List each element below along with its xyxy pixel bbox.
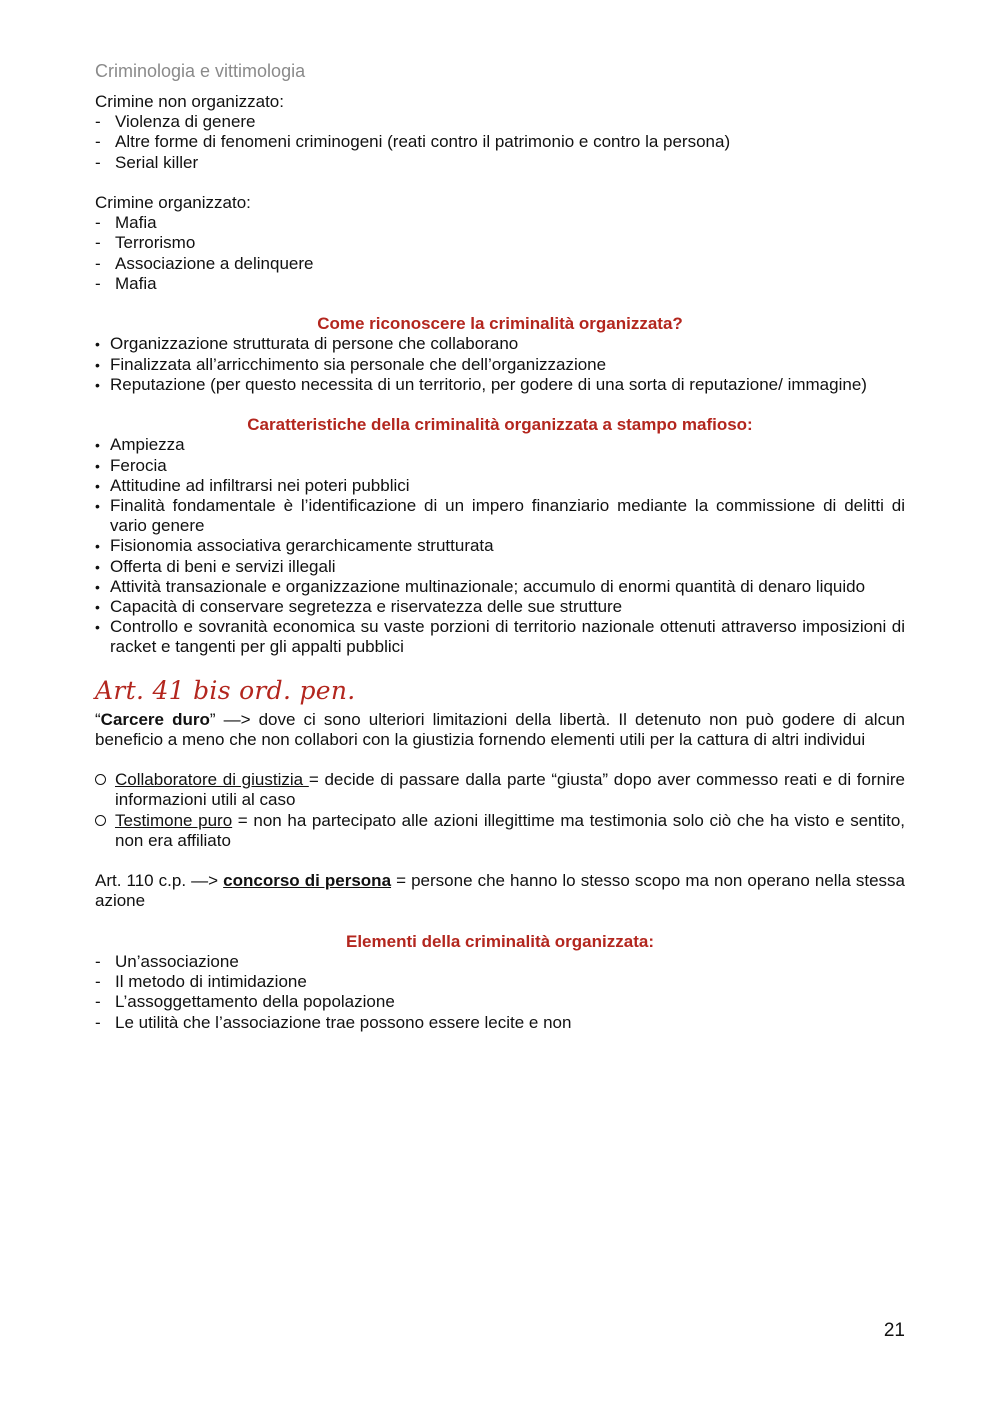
elements-list [95, 952, 905, 1033]
list-item: • Offerta di beni e servizi illegali [95, 556, 336, 576]
list-item: - Violenza di genere [95, 112, 256, 132]
dash-marker: - [95, 992, 101, 1012]
list-item: - Mafia [95, 273, 157, 293]
recognize-list [95, 334, 905, 395]
page-number: 21 [883, 1320, 905, 1341]
list-item: • Organizzazione strutturata di persone che collaborano [95, 334, 519, 354]
role-term: Testimone puro [115, 810, 233, 830]
roles-list [95, 770, 905, 851]
recognize-heading: Come riconoscere la criminalità organizzata? [317, 314, 683, 334]
list-item: - Associazione a delinquere [95, 253, 314, 273]
carcere-duro-paragraph: “Carcere duro” —> dove ci sono ulteriori limitazioni della libertà. Il detenuto non può godere di alcun beneficio a meno che non collabori con la giustizia fornendo elementi utili per la cattura di altri individui [95, 709, 905, 749]
dash-marker: - [95, 233, 101, 253]
list-item: • Capacità di conservare segretezza e riservatezza delle sue strutture [95, 597, 623, 617]
dash-marker: - [95, 152, 101, 172]
dash-marker: - [95, 112, 101, 132]
dash-marker: - [95, 972, 101, 992]
article-41-bis-heading: Art. 41 bis ord. pen. [95, 675, 356, 705]
list-item: • Finalizzata all’arricchimento sia personale che dell’organizzazione [95, 354, 607, 374]
bullet-marker: • [95, 336, 100, 353]
bullet-marker: • [95, 437, 100, 454]
list-item: • Fisionomia associativa gerarchicamente strutturata [95, 536, 494, 556]
list-item: Testimone puro = non ha partecipato alle azioni illegittime ma testimonia solo ciò che ha visto e sentito, non era affiliato [95, 811, 905, 851]
circle-bullet-icon [95, 774, 106, 785]
list-item: • Controllo e sovranità economica su vaste porzioni di territorio nazionale ottenuti attraverso imposizioni di racket e tangenti per gli appalti pubblici [95, 617, 905, 657]
bullet-marker: • [95, 457, 100, 474]
role-term: Collaboratore di giustizia [115, 770, 309, 790]
list-item: • Reputazione (per questo necessita di un territorio, per godere di una sorta di reputazione/ immagine) [95, 374, 867, 394]
organized-list [95, 213, 905, 294]
list-item: • Ampiezza [95, 435, 185, 455]
dash-marker: - [95, 253, 101, 273]
bullet-marker: • [95, 619, 100, 636]
art-110-paragraph: Art. 110 c.p. —> concorso di persona = persone che hanno lo stesso scopo ma non operano nella stessa azione [95, 871, 905, 911]
elements-heading: Elementi della criminalità organizzata: [346, 931, 654, 951]
bullet-marker: • [95, 498, 100, 515]
non-organized-title: Crimine non organizzato: [95, 92, 284, 111]
bullet-marker: • [95, 477, 100, 494]
document-page [95, 58, 905, 1033]
dash-marker: - [95, 273, 101, 293]
list-item: - Altre forme di fenomeni criminogeni (reati contro il patrimonio e contro la persona) [95, 132, 731, 152]
list-item: - Un’associazione [95, 952, 239, 972]
carcere-duro-term: Carcere duro [100, 709, 210, 729]
bullet-marker: • [95, 558, 100, 575]
bullet-marker: • [95, 538, 100, 555]
list-item: • Attività transazionale e organizzazione multinazionale; accumulo di enormi quantità di denaro liquido [95, 576, 866, 596]
list-item: - Terrorismo [95, 233, 196, 253]
bullet-marker: • [95, 599, 100, 616]
dash-marker: - [95, 132, 101, 152]
list-item: • Ferocia [95, 455, 167, 475]
running-header: Criminologia e vittimologia [95, 61, 306, 81]
list-item: Collaboratore di giustizia = decide di passare dalla parte “giusta” dopo aver commesso reati e di fornire informazioni utili al caso [95, 770, 905, 810]
concorso-term: concorso di persona [223, 871, 392, 891]
list-item: • Finalità fondamentale è l’identificazione di un impero finanziario mediante la commissione di delitti di vario genere [95, 496, 905, 536]
features-list [95, 435, 905, 657]
bullet-marker: • [95, 578, 100, 595]
circle-bullet-icon [95, 815, 106, 826]
bullet-marker: • [95, 356, 100, 373]
list-item: - Il metodo di intimidazione [95, 972, 307, 992]
non-organized-list [95, 112, 905, 173]
bullet-marker: • [95, 376, 100, 393]
organized-title: Crimine organizzato: [95, 193, 251, 212]
list-item: • Attitudine ad infiltrarsi nei poteri pubblici [95, 475, 410, 495]
list-item: - Le utilità che l’associazione trae possono essere lecite e non [95, 1012, 572, 1032]
list-item: - Serial killer [95, 152, 199, 172]
list-item: - Mafia [95, 213, 157, 233]
dash-marker: - [95, 1012, 101, 1032]
features-heading: Caratteristiche della criminalità organizzata a stampo mafioso: [247, 415, 753, 435]
dash-marker: - [95, 952, 101, 972]
dash-marker: - [95, 213, 101, 233]
list-item: - L’assoggettamento della popolazione [95, 992, 395, 1012]
